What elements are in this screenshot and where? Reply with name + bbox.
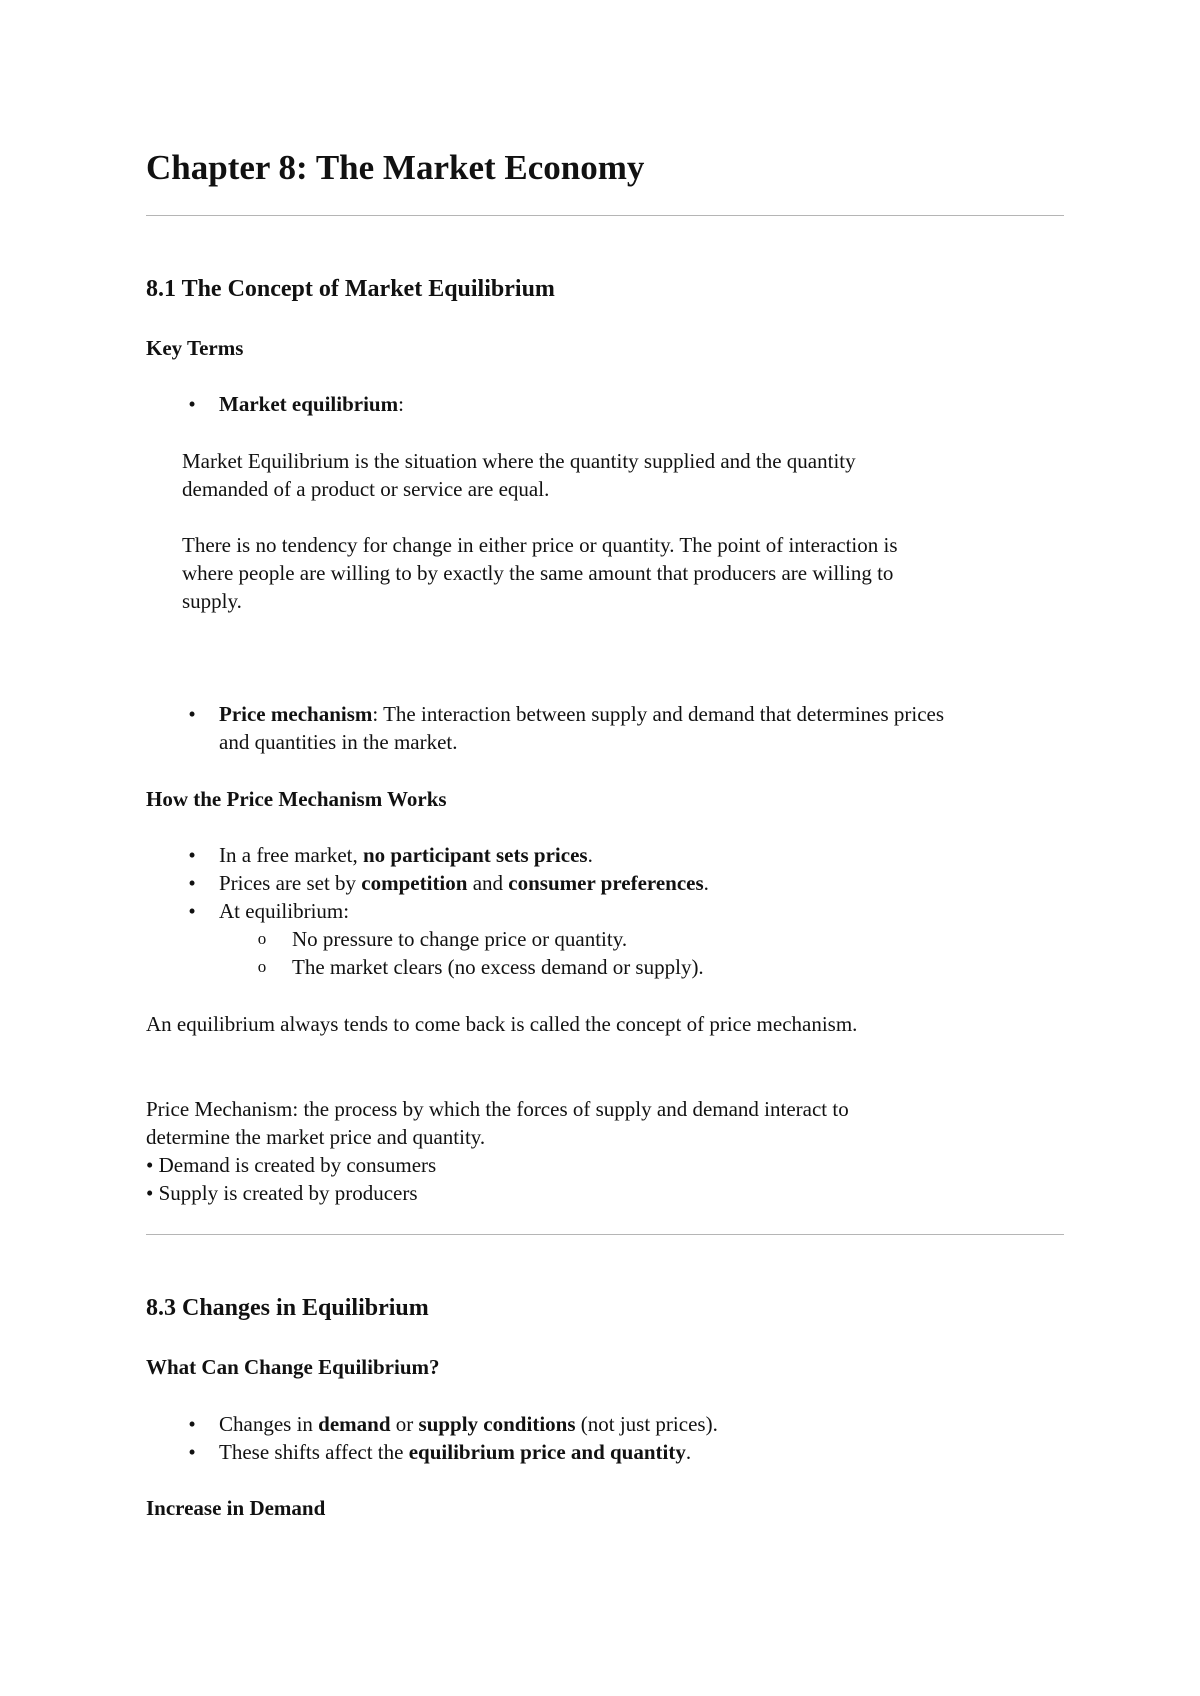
bullet-icon: • bbox=[188, 899, 196, 923]
list-item bbox=[219, 869, 709, 897]
text-run: These shifts affect the bbox=[219, 1440, 409, 1464]
paragraph-line: • Demand is created by consumers bbox=[146, 1153, 437, 1177]
paragraph-line: An equilibrium always tends to come back is called the concept of price mechanism. bbox=[146, 1012, 858, 1036]
bullet-icon: • bbox=[188, 871, 196, 895]
text-run: . bbox=[587, 843, 593, 867]
term-price-mechanism bbox=[219, 700, 944, 728]
sub-bullet-icon: o bbox=[257, 929, 267, 948]
list-item bbox=[219, 1438, 691, 1466]
paragraph-line: There is no tendency for change in either price or quantity. The point of interaction is bbox=[182, 533, 898, 557]
chapter-title: Chapter 8: The Market Economy bbox=[146, 148, 645, 187]
paragraph-line: demanded of a product or service are equal. bbox=[182, 477, 550, 501]
paragraph-line: supply. bbox=[182, 589, 242, 613]
bullet-icon: • bbox=[188, 843, 196, 867]
text-run: Changes in bbox=[219, 1412, 319, 1436]
bold-run: competition bbox=[361, 871, 468, 895]
bullet-icon: • bbox=[188, 392, 196, 416]
section-heading-8-1: 8.1 The Concept of Market Equilibrium bbox=[146, 276, 555, 302]
text-run: In a free market, bbox=[219, 843, 363, 867]
horizontal-rule bbox=[146, 1234, 1064, 1235]
section-heading-8-3: 8.3 Changes in Equilibrium bbox=[146, 1295, 429, 1321]
bullet-icon: • bbox=[188, 702, 196, 726]
text-run: and bbox=[467, 871, 509, 895]
list-item bbox=[219, 841, 593, 869]
text-run: . bbox=[685, 1440, 692, 1464]
paragraph-line: Price Mechanism: the process by which the forces of supply and demand interact to bbox=[146, 1097, 849, 1121]
sub-bullet-icon: o bbox=[257, 957, 267, 976]
bold-run: supply conditions bbox=[418, 1412, 576, 1436]
text-run: Prices are set by bbox=[219, 871, 362, 895]
paragraph-line: Market Equilibrium is the situation where the quantity supplied and the quantity bbox=[182, 449, 856, 473]
bold-run: consumer preferences bbox=[508, 871, 704, 895]
bold-run: equilibrium price and quantity bbox=[408, 1440, 686, 1464]
paragraph-line: where people are willing to by exactly the same amount that producers are willing to bbox=[182, 561, 894, 585]
what-can-change-heading: What Can Change Equilibrium? bbox=[146, 1355, 440, 1379]
text-run: or bbox=[390, 1412, 419, 1436]
sub-list-item: No pressure to change price or quantity. bbox=[292, 927, 628, 951]
term-label: Market equilibrium bbox=[219, 392, 399, 416]
list-item: At equilibrium: bbox=[219, 899, 350, 923]
sub-list-item: The market clears (no excess demand or supply). bbox=[292, 955, 704, 979]
horizontal-rule bbox=[146, 215, 1064, 216]
bullet-icon: • bbox=[188, 1440, 196, 1464]
paragraph-line: and quantities in the market. bbox=[219, 730, 458, 754]
text-run: . bbox=[703, 871, 709, 895]
how-price-mechanism-heading: How the Price Mechanism Works bbox=[146, 787, 447, 811]
bold-run: demand bbox=[318, 1412, 391, 1436]
paragraph-line: determine the market price and quantity. bbox=[146, 1125, 486, 1149]
term-label: Price mechanism bbox=[219, 702, 373, 726]
bold-run: no participant sets prices bbox=[363, 843, 588, 867]
increase-in-demand-heading: Increase in Demand bbox=[146, 1496, 326, 1520]
term-definition: : The interaction between supply and demand that determines prices bbox=[372, 702, 945, 726]
list-item bbox=[219, 1410, 718, 1438]
bullet-icon: • bbox=[188, 1412, 196, 1436]
term-suffix: : bbox=[398, 392, 404, 416]
paragraph-line: • Supply is created by producers bbox=[146, 1181, 418, 1205]
text-run: (not just prices). bbox=[575, 1412, 718, 1436]
key-terms-heading: Key Terms bbox=[146, 336, 244, 360]
term-market-equilibrium bbox=[219, 390, 404, 418]
